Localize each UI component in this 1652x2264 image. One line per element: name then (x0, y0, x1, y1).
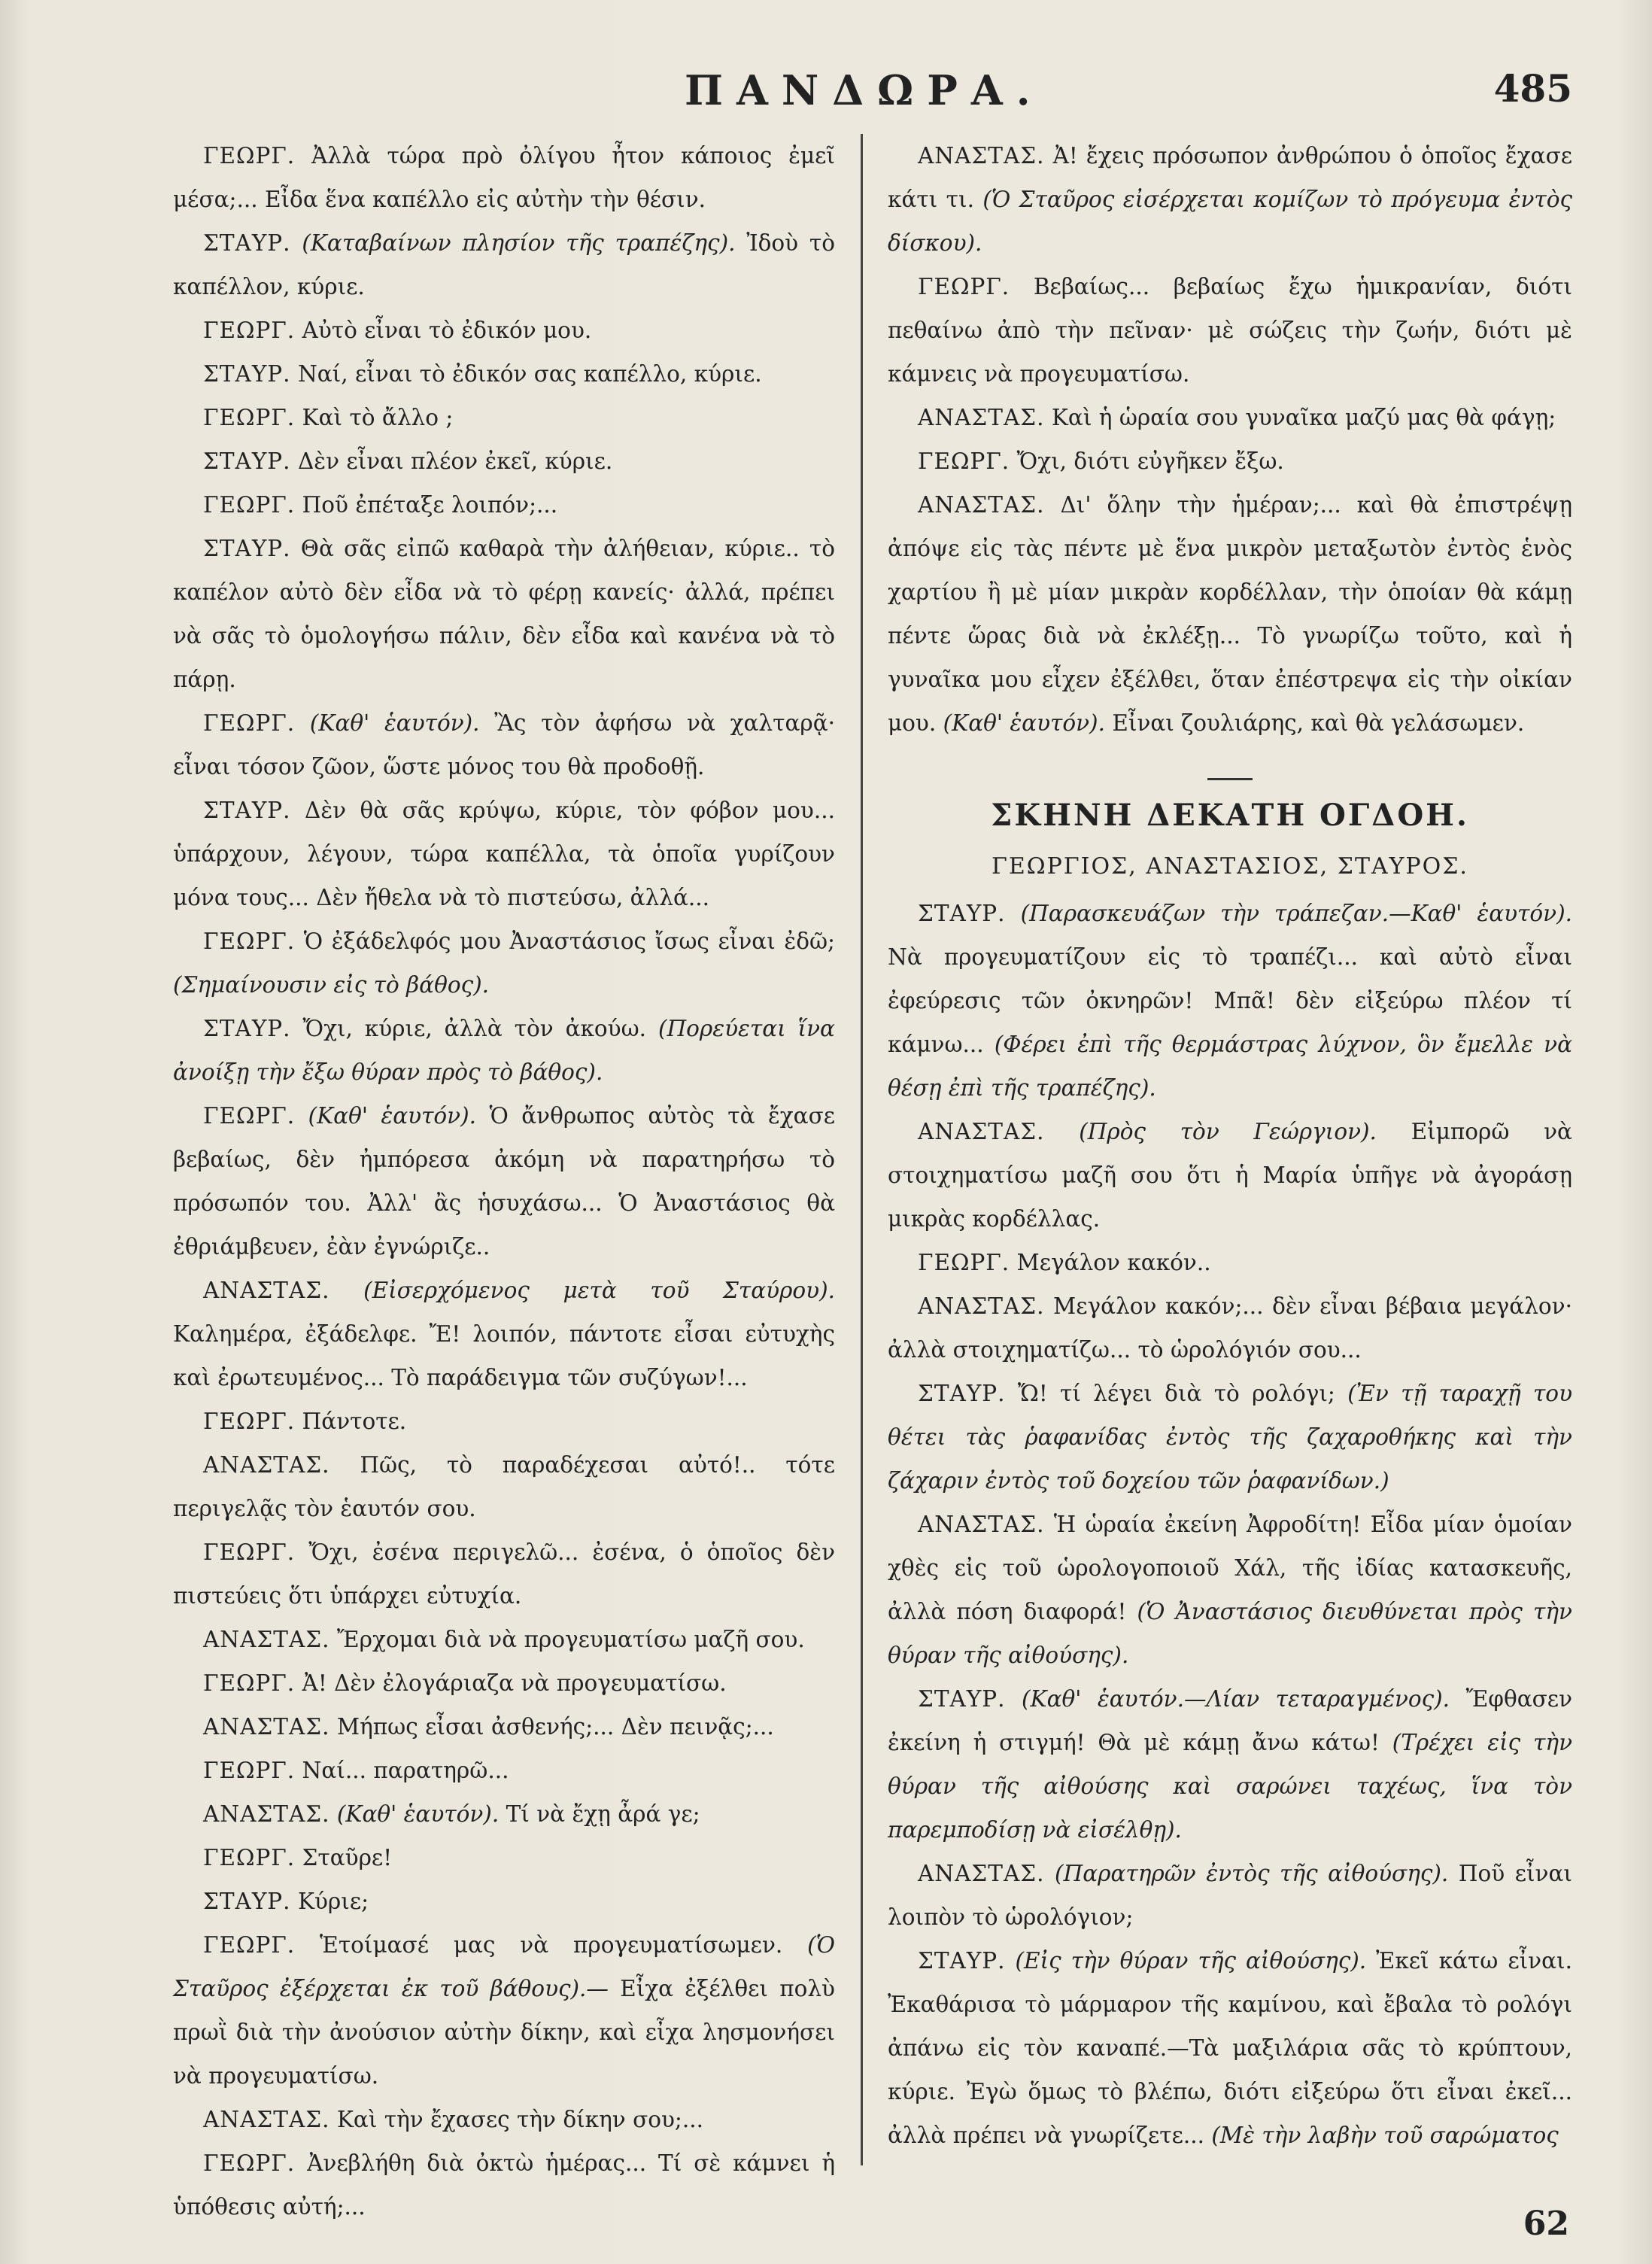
dialogue-paragraph (173, 1661, 835, 1705)
stage-direction: (Σημαίνουσιν εἰς τὸ βάθος). (173, 972, 490, 998)
speaker-name: ΑΝΑΣΤΑΣ. (918, 492, 1045, 518)
speaker-name: ΓΕΩΡΓ. (203, 710, 296, 736)
dialogue-text: Ὄχι, διότι εὐγῆκεν ἔξω. (1016, 448, 1284, 474)
dialogue-paragraph (888, 1939, 1572, 2157)
speaker-name: ΓΕΩΡΓ. (918, 1250, 1010, 1275)
dialogue-text: Καλημέρα, ἐξάδελφε. Ἔ! λοιπόν, πάντοτε εἶσαι εὐτυχὴς καὶ ἐρωτευμένος... Τὸ παράδειγμα τῶν συζύγων!... (173, 1321, 835, 1390)
dialogue-text: Ποῦ ἐπέταξε λοιπόν;... (302, 492, 558, 518)
speaker-name: ΓΕΩΡΓ. (203, 143, 296, 169)
speaker-name: ΑΝΑΣΤΑΣ. (203, 1278, 330, 1303)
dialogue-paragraph (173, 527, 835, 701)
speaker-name: ΓΕΩΡΓ. (203, 1103, 296, 1129)
dialogue-text: Πῶς, τὸ παραδέχεσαι αὐτό!.. τότε περιγελᾷς τὸν ἑαυτόν σου. (173, 1452, 835, 1521)
dialogue-text: Δὲν θὰ σᾶς κρύψω, κύριε, τὸν φόβον μου... ὑπάρχουν, λέγουν, τώρα καπέλλα, τὰ ὁποῖα γυρίζουν μόνα τους... Δὲν ἤθελα νὰ τὸ πιστεύσω, ἀλλά... (173, 798, 835, 910)
speaker-name: ΣΤΑΥΡ. (203, 1889, 291, 1914)
dialogue-paragraph (173, 1399, 835, 1443)
dialogue-paragraph (173, 308, 835, 352)
right-column-dialogue-cont (888, 892, 1572, 2157)
dialogue-paragraph (888, 396, 1572, 439)
stage-direction: (Καθ' ἑαυτόν). (309, 710, 480, 736)
speaker-name: ΓΕΩΡΓ. (203, 1539, 296, 1565)
speaker-name: ΣΤΑΥΡ. (203, 448, 291, 474)
dialogue-paragraph (173, 1749, 835, 1792)
stage-direction: (Εἰς τὴν θύραν τῆς αἰθούσης). (1015, 1948, 1367, 1974)
column-divider (861, 134, 863, 2165)
speaker-name: ΑΝΑΣΤΑΣ. (203, 1627, 330, 1652)
speaker-name: ΑΝΑΣΤΑΣ. (918, 1119, 1045, 1144)
dialogue-text: Βεβαίως... βεβαίως ἔχω ἡμικρανίαν, διότι πεθαίνω ἀπὸ τὴν πεῖναν· μὲ σώζεις τὴν ζωήν, διότι μὲ κάμνεις νὰ προγευματίσω. (888, 274, 1572, 387)
stage-direction: (Καθ' ἑαυτόν). (943, 710, 1105, 736)
dialogue-paragraph (173, 2098, 835, 2141)
dialogue-paragraph (888, 265, 1572, 396)
dialogue-text: Ὁ ἄνθρωπος αὐτὸς τὰ ἔχασε βεβαίως, δὲν ἠμπόρεσα ἀκόμη νὰ παρατηρήσω τὸ πρόσωπόν του. Ἀλλ' ἂς ἡσυχάσω... Ὁ Ἀναστάσιος θὰ ἐθριάμβευεν, ἐὰν ἐγνώριζε.. (173, 1103, 835, 1260)
dialogue-paragraph (888, 1372, 1572, 1503)
dialogue-text: Ἂς τὸν ἀφήσω νὰ χαλταρᾷ· εἶναι τόσον ζῶον, ὥστε μόνος του θὰ προδοθῇ. (173, 710, 835, 779)
dialogue-paragraph (173, 1705, 835, 1749)
dialogue-paragraph (173, 2141, 835, 2229)
speaker-name: ΑΝΑΣΤΑΣ. (918, 1861, 1045, 1886)
dialogue-paragraph (173, 919, 835, 1007)
dialogue-paragraph (888, 1852, 1572, 1939)
dialogue-paragraph (888, 1110, 1572, 1241)
scene-characters: ΓΕΩΡΓΙΟΣ, ΑΝΑΣΤΑΣΙΟΣ, ΣΤΑΥΡΟΣ. (992, 853, 1468, 880)
dialogue-paragraph (173, 1618, 835, 1661)
dialogue-paragraph (888, 1284, 1572, 1372)
dialogue-paragraph (173, 1007, 835, 1094)
speaker-name: ΣΤΑΥΡ. (918, 1381, 1006, 1406)
speaker-name: ΑΝΑΣΤΑΣ. (203, 1714, 330, 1740)
speaker-name: ΣΤΑΥΡ. (918, 901, 1006, 926)
text-columns (173, 134, 1572, 2220)
stage-direction: (Καθ' ἑαυτόν). (336, 1801, 500, 1827)
stage-direction: (Καταβαίνων πλησίον τῆς τραπέζης). (302, 230, 736, 256)
dialogue-paragraph (173, 1443, 835, 1530)
speaker-name: ΑΝΑΣΤΑΣ. (203, 1452, 330, 1478)
right-column (888, 134, 1572, 2180)
stage-direction: (Εἰσερχόμενος μετὰ τοῦ Σταύρου). (363, 1278, 835, 1303)
dialogue-paragraph (173, 1880, 835, 1923)
dialogue-paragraph (888, 1241, 1572, 1284)
speaker-name: ΑΝΑΣΤΑΣ. (203, 2107, 330, 2132)
dialogue-text: Ὄχι, κύριε, ἀλλὰ τὸν ἀκούω. (302, 1016, 647, 1041)
dialogue-text: Καὶ ἡ ὡραία σου γυναῖκα μαζύ μας θὰ φάγῃ; (1051, 405, 1556, 430)
dialogue-text: Ἀνεβλήθη διὰ ὀκτὼ ἡμέρας... Τί σὲ κάμνει ἡ ὑπόθεσις αὐτή;... (173, 2150, 835, 2220)
dialogue-text: Μήπως εἶσαι ἀσθενής;... Δὲν πεινᾷς;... (336, 1714, 774, 1740)
dialogue-paragraph (173, 439, 835, 483)
dialogue-text: Μεγάλον κακόν.. (1016, 1250, 1211, 1275)
right-column-dialogue (888, 134, 1572, 745)
scene-heading (888, 778, 1572, 892)
dialogue-text: Κύριε; (297, 1889, 369, 1914)
signature-mark: 62 (1523, 2205, 1569, 2243)
dialogue-text: Ἔρχομαι διὰ νὰ προγευματίσω μαζῆ σου. (336, 1627, 805, 1652)
dialogue-paragraph (173, 396, 835, 439)
dialogue-text: Καὶ τὸ ἄλλο ; (302, 405, 454, 430)
dialogue-text: Καὶ τὴν ἔχασες τὴν δίκην σου;... (336, 2107, 704, 2132)
dialogue-text: Ἔφθασεν ἐκείνη ἡ στιγμή! Θὰ μὲ κάμῃ ἄνω κάτω! (888, 1686, 1572, 1755)
dialogue-paragraph (888, 439, 1572, 483)
speaker-name: ΣΤΑΥΡ. (203, 536, 291, 561)
speaker-name: ΣΤΑΥΡ. (203, 798, 291, 823)
dialogue-text: Εἶχα ἐξέλθει πολὺ πρωῒ διὰ τὴν ἀνούσιον αὐτὴν δίκην, καὶ εἶχα λησμονήσει νὰ προγευματίσω. (173, 1976, 835, 2089)
dialogue-text: Σταῦρε! (302, 1845, 393, 1870)
dialogue-text: Ὄχι, ἐσένα περιγελῶ... ἐσένα, ὁ ὁποῖος δὲν πιστεύεις ὅτι ὑπάρχει εὐτυχία. (173, 1539, 835, 1609)
dialogue-paragraph (173, 789, 835, 919)
speaker-name: ΣΤΑΥΡ. (203, 230, 291, 256)
dialogue-text: Ποῦ εἶναι λοιπὸν τὸ ὡρολόγιον; (888, 1861, 1572, 1930)
dialogue-paragraph (888, 1503, 1572, 1677)
speaker-name: ΓΕΩΡΓ. (203, 1845, 296, 1870)
left-column (173, 134, 835, 2220)
dialogue-paragraph (888, 134, 1572, 265)
dialogue-text: Θὰ σᾶς εἰπῶ καθαρὰ τὴν ἀλήθειαν, κύριε.. τὸ καπέλον αὐτὸ δὲν εἶδα νὰ τὸ φέρῃ κανείς· ἀλλά, πρέπει νὰ σᾶς τὸ ὁμολογήσω πάλιν, δὲν εἶδα καὶ κανένα νὰ τὸ πάρῃ. (173, 536, 835, 692)
dialogue-text: Δι' ὅλην τὴν ἡμέραν;... καὶ θὰ ἐπιστρέψῃ ἀπόψε εἰς τὰς πέντε μὲ ἕνα μικρὸν μεταξωτὸν ἐντὸς ἑνὸς χαρτίου ἢ μὲ μίαν μικρὰν κορδέλλαν, τὴν ὁποίαν θὰ κάμῃ πέντε ὥρας διὰ νὰ ἐκλέξῃ... Τὸ γνωρίζω τοῦτο, καὶ ἡ γυναῖκα μου εἶχεν ἐξέλθει, ὅταν ἐπέστρεψα εἰς τὴν οἰκίαν μου. (888, 492, 1572, 736)
dialogue-text: Ναί... παρατηρῶ... (302, 1758, 509, 1783)
dialogue-paragraph (173, 1269, 835, 1399)
dialogue-text: Ἐκεῖ κάτω εἶναι. Ἐκαθάρισα τὸ μάρμαρον τῆς καμίνου, καὶ ἔβαλα τὸ ρολόγι ἀπάνω εἰς τὸν καναπέ.—Τὰ μαξιλάρια σᾶς τὸ κρύπτουν, κύριε. Ἐγὼ ὅμως τὸ βλέπω, διότι εἰξεύρω ὅτι εἶναι ἐκεῖ... ἀλλὰ πρέπει νὰ γνωρίζετε... (888, 1948, 1572, 2148)
dialogue-text: Εἰμπορῶ νὰ στοιχηματίσω μαζῆ σου ὅτι ἡ Μαρία ὑπῆγε νὰ ἀγοράσῃ μικρὰς κορδέλλας. (888, 1119, 1572, 1232)
speaker-name: ΓΕΩΡΓ. (203, 1932, 296, 1958)
stage-direction: (Ὁ Ἀναστάσιος διευθύνεται πρὸς τὴν θύραν τῆς αἰθούσης). (888, 1599, 1572, 1668)
speaker-name: ΑΝΑΣΤΑΣ. (918, 1293, 1045, 1319)
dialogue-paragraph (173, 1792, 835, 1836)
stage-direction: (Μὲ τὴν λαβὴν τοῦ σαρώματος (1211, 2123, 1559, 2148)
dialogue-paragraph (173, 134, 835, 221)
stage-direction: (Ὁ Σταῦρος εἰσέρχεται κομίζων τὸ πρόγευμα ἐντὸς δίσκου). (888, 187, 1572, 256)
scene-rule (1207, 778, 1253, 780)
dialogue-text: Δὲν εἶναι πλέον ἐκεῖ, κύριε. (297, 448, 613, 474)
dialogue-text: Ἰδοὺ τὸ καπέλλον, κύριε. (173, 230, 835, 299)
dialogue-paragraph (888, 1677, 1572, 1852)
dialogue-text: Ὁ ἐξάδελφός μου Ἀναστάσιος ἴσως εἶναι ἐδῶ; (303, 928, 835, 954)
dialogue-paragraph (173, 1530, 835, 1618)
dialogue-paragraph (173, 483, 835, 527)
stage-direction: (Πρὸς τὸν Γεώργιον). (1079, 1119, 1377, 1144)
speaker-name: ΓΕΩΡΓ. (203, 1670, 296, 1696)
page-number: 485 (1493, 66, 1572, 111)
dialogue-paragraph (888, 483, 1572, 745)
dialogue-text: Πάντοτε. (302, 1409, 407, 1434)
speaker-name: ΑΝΑΣΤΑΣ. (203, 1801, 330, 1827)
stage-direction: (Παρασκευάζων τὴν τράπεζαν.—Καθ' ἑαυτόν). (1020, 901, 1572, 926)
stage-direction: (Καθ' ἑαυτόν). (308, 1103, 476, 1129)
stage-direction: (Καθ' ἑαυτόν.—Λίαν τεταραγμένος). (1022, 1686, 1450, 1712)
dialogue-text: Ναί, εἶναι τὸ ἐδικόν σας καπέλλο, κύριε. (297, 361, 762, 387)
speaker-name: ΑΝΑΣΤΑΣ. (918, 143, 1045, 169)
dialogue-text: Εἶναι ζουλιάρης, καὶ θὰ γελάσωμεν. (1112, 710, 1525, 736)
speaker-name: ΓΕΩΡΓ. (203, 405, 296, 430)
dialogue-text: Ἀλλὰ τώρα πρὸ ὀλίγου ἦτον κάποιος ἐμεῖ μέσα;... Εἶδα ἕνα καπέλλο εἰς αὐτὴν τὴν θέσιν. (173, 143, 835, 212)
speaker-name: ΓΕΩΡΓ. (203, 318, 296, 343)
speaker-name: ΓΕΩΡΓ. (203, 928, 296, 954)
dialogue-paragraph (173, 352, 835, 396)
speaker-name: ΑΝΑΣΤΑΣ. (918, 1512, 1045, 1537)
dialogue-paragraph (888, 892, 1572, 1110)
speaker-name: ΣΤΑΥΡ. (203, 1016, 291, 1041)
dialogue-text: Ἀ! Δὲν ἐλογάριαζα νὰ προγευματίσω. (302, 1670, 727, 1696)
dialogue-text: Τί νὰ ἔχῃ ἆρά γε; (506, 1801, 700, 1827)
speaker-name: ΓΕΩΡΓ. (203, 1409, 296, 1434)
dialogue-text: Ἀ! ἔχεις πρόσωπον ἀνθρώπου ὁ ὁποῖος ἔχασε κάτι τι. (888, 143, 1572, 212)
speaker-name: ΣΤΑΥΡ. (918, 1948, 1006, 1974)
dialogue-paragraph (173, 221, 835, 308)
stage-direction: (Τρέχει εἰς τὴν θύραν τῆς αἰθούσης καὶ σαρώνει ταχέως, ἵνα τὸν παρεμποδίσῃ νὰ εἰσέλθῃ). (888, 1730, 1572, 1843)
dialogue-text: Μεγάλον κακόν;... δὲν εἶναι βέβαια μεγάλον· ἀλλὰ στοιχηματίζω... τὸ ὡρολόγιόν σου... (888, 1293, 1572, 1363)
speaker-name: ΓΕΩΡΓ. (918, 448, 1010, 474)
running-title: ΠΑΝΔΩΡΑ. (685, 66, 1044, 114)
speaker-name: ΣΤΑΥΡ. (918, 1686, 1006, 1712)
dialogue-text: Ἑτοίμασέ μας νὰ προγευματίσωμεν. (320, 1932, 783, 1958)
speaker-name: ΓΕΩΡΓ. (203, 2150, 296, 2176)
dialogue-paragraph (173, 1923, 835, 2098)
page-header (173, 66, 1572, 119)
speaker-name: ΓΕΩΡΓ. (203, 492, 296, 518)
speaker-name: ΣΤΑΥΡ. (203, 361, 291, 387)
speaker-name: ΓΕΩΡΓ. (918, 274, 1010, 299)
stage-direction: (Πορεύεται ἵνα ἀνοίξῃ τὴν ἔξω θύραν πρὸς τὸ βάθος). (173, 1016, 835, 1085)
stage-direction: (Φέρει ἐπὶ τῆς θερμάστρας λύχνον, ὃν ἔμελλε νὰ θέσῃ ἐπὶ τῆς τραπέζης). (888, 1032, 1572, 1101)
stage-direction: (Ἐν τῇ ταραχῇ του θέτει τὰς ῥαφανίδας ἐντὸς τῆς ζαχαροθήκης καὶ τὴν ζάχαριν ἐντὸς τοῦ δοχείου τῶν ῥαφανίδων.) (888, 1381, 1572, 1494)
dialogue-paragraph (173, 1094, 835, 1269)
scene-title: ΣΚΗΝΗ ΔΕΚΑΤΗ ΟΓΔΟΗ. (991, 798, 1469, 833)
dialogue-text: Αὐτὸ εἶναι τὸ ἐδικόν μου. (302, 318, 592, 343)
dialogue-text: Νὰ προγευματίζουν εἰς τὸ τραπέζι... καὶ αὐτὸ εἶναι ἐφεύρεσις τῶν ὀκνηρῶν! Μπᾶ! δὲν εἰξεύρω πλέον τί κάμνω... (888, 944, 1572, 1057)
stage-direction: (Ὁ Σταῦρος ἐξέρχεται ἐκ τοῦ βάθους).— (173, 1932, 835, 2001)
dialogue-paragraph (173, 701, 835, 789)
stage-direction: (Παρατηρῶν ἐντὸς τῆς αἰθούσης). (1055, 1861, 1449, 1886)
dialogue-paragraph (173, 1836, 835, 1880)
dialogue-text: Ὤ! τί λέγει διὰ τὸ ρολόγι; (1017, 1381, 1335, 1406)
speaker-name: ΑΝΑΣΤΑΣ. (918, 405, 1045, 430)
speaker-name: ΓΕΩΡΓ. (203, 1758, 296, 1783)
dialogue-text: Ἡ ὡραία ἐκείνη Ἀφροδίτη! Εἶδα μίαν ὁμοίαν χθὲς εἰς τοῦ ὡρολογοποιοῦ Χάλ, τῆς ἰδίας κατασκευῆς, ἀλλὰ πόση διαφορά! (888, 1512, 1572, 1624)
